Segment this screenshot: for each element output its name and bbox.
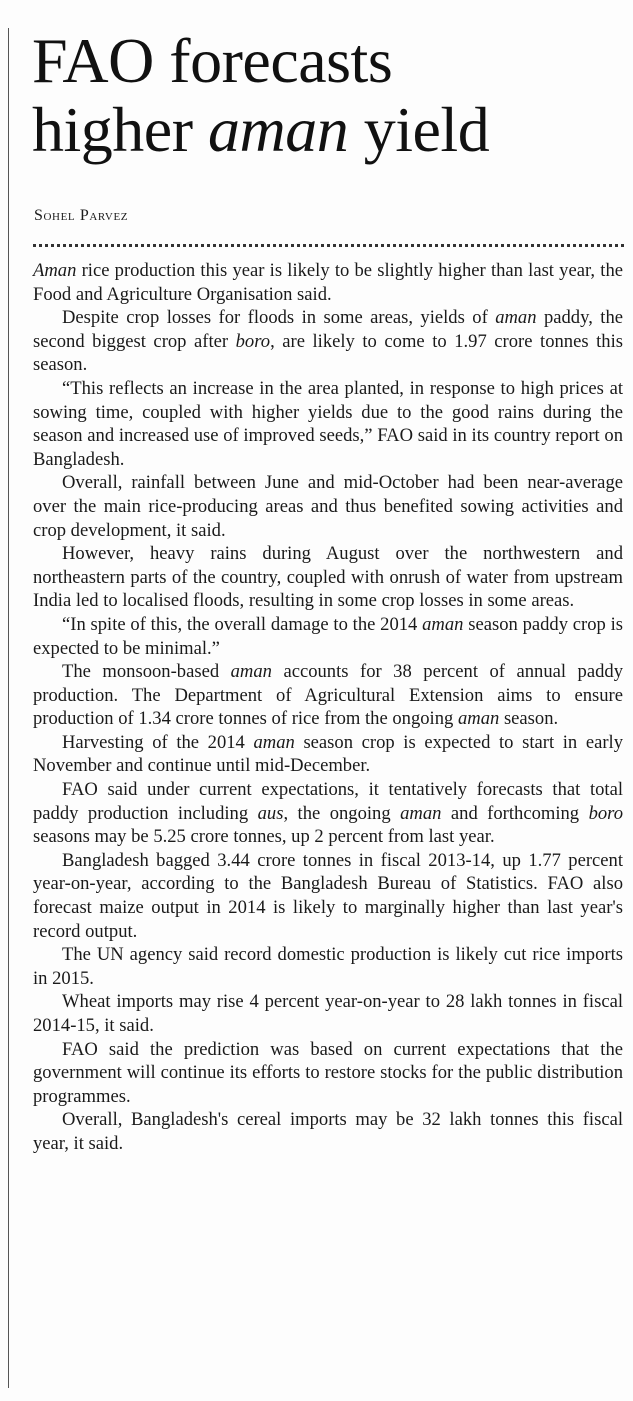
paragraph-1 [33, 259, 623, 306]
headline-line-1: FAO forecasts [32, 25, 393, 96]
paragraph-9-text-c: , the ongoing [283, 802, 401, 824]
paragraph-2 [33, 306, 623, 377]
paragraph-7-text-e: season. [499, 708, 559, 730]
paragraph-2-text-a: Despite crop losses for floods in some areas, yields of [62, 307, 496, 329]
paragraph-6-text-a: “In spite of this, the overall damage to the 2014 [62, 613, 423, 635]
paragraph-9-italic-f: boro [588, 802, 623, 824]
paragraph-9 [33, 778, 623, 849]
byline: Sohel Parvez [34, 207, 129, 224]
article-body [33, 259, 623, 1156]
paragraph-7-italic-b: aman [230, 661, 272, 683]
paragraph-10: Bangladesh bagged 3.44 crore tonnes in fiscal 2013-14, up 1.77 percent year-on-year, according to the Bangladesh Bureau of Statistics. FAO also forecast maize output in 2014 is likely to marginally higher than last year's record output. [33, 849, 623, 942]
dotted-divider [33, 244, 624, 247]
paragraph-9-text-g: seasons may be 5.25 crore tonnes, up 2 percent from last year. [33, 826, 495, 848]
paragraph-7-text-a: The monsoon-based [62, 661, 231, 683]
paragraph-8-italic-b: aman [253, 731, 295, 753]
paragraph-14: Overall, Bangladesh's cereal imports may be 32 lakh tonnes this fiscal year, it said. [33, 1109, 623, 1154]
paragraph-8-text-c: season crop is expected to start in early November and continue until mid-December. [33, 731, 623, 777]
paragraph-9-text-a: FAO said under current expectations, it tentatively forecasts that total paddy production including [33, 779, 623, 824]
column-rule [8, 28, 9, 1388]
paragraph-3: “This reflects an increase in the area planted, in response to high prices at sowing time, coupled with higher yields due to the good rains during the season and increased use of improved seeds,” FAO said in its country report on Bangladesh. [33, 377, 623, 470]
paragraph-4: Overall, rainfall between June and mid-October had been near-average over the main rice-producing areas and thus benefited sowing activities and crop development, it said. [33, 472, 623, 541]
paragraph-7-text-c: accounts for 38 percent of annual paddy production. The Department of Agricultural Extension aims to ensure production of 1.34 crore tonnes of rice from the ongoing [33, 661, 623, 730]
paragraph-1-text: rice production this year is likely to be slightly higher than last year, the Food and Agriculture Organisation said. [33, 260, 623, 305]
paragraph-6-text-c: season paddy crop is expected to be minimal.” [33, 613, 623, 659]
paragraph-8 [33, 731, 623, 778]
paragraph-9-italic-d: aman [400, 802, 442, 824]
headline-line-2 [32, 95, 622, 164]
paragraph-1-italic: Aman [33, 260, 77, 281]
paragraph-2-text-c: paddy, the second biggest crop after [33, 307, 623, 352]
paragraph-6 [33, 613, 623, 660]
paragraph-2-italic-d: boro [235, 330, 271, 352]
paragraph-6-italic-b: aman [422, 613, 464, 635]
paragraph-9-text-e: and forthcoming [441, 802, 589, 824]
paragraph-2-text-e: , are likely to come to 1.97 crore tonnes this season. [33, 330, 623, 376]
paragraph-12: Wheat imports may rise 4 percent year-on-year to 28 lakh tonnes in fiscal 2014-15, it said. [33, 991, 623, 1036]
paragraph-8-text-a: Harvesting of the 2014 [62, 731, 254, 753]
paragraph-7-italic-d: aman [457, 708, 500, 730]
paragraph-11: The UN agency said record domestic production is likely cut rice imports in 2015. [33, 944, 623, 989]
headline-line-2-end: yield [348, 94, 490, 165]
headline [32, 26, 622, 164]
headline-aman: aman [208, 94, 349, 165]
paragraph-7 [33, 660, 623, 731]
paragraph-13: FAO said the prediction was based on current expectations that the government will continue its efforts to restore stocks for the public distribution programmes. [33, 1038, 623, 1107]
headline-line-2-start: higher [32, 94, 208, 165]
paragraph-9-italic-b: aus [257, 802, 284, 824]
paragraph-2-italic-b: aman [495, 307, 537, 329]
paragraph-5: However, heavy rains during August over the northwestern and northeastern parts of the country, coupled with onrush of water from upstream India led to localised floods, resulting in some crop losses in some areas. [33, 543, 623, 612]
